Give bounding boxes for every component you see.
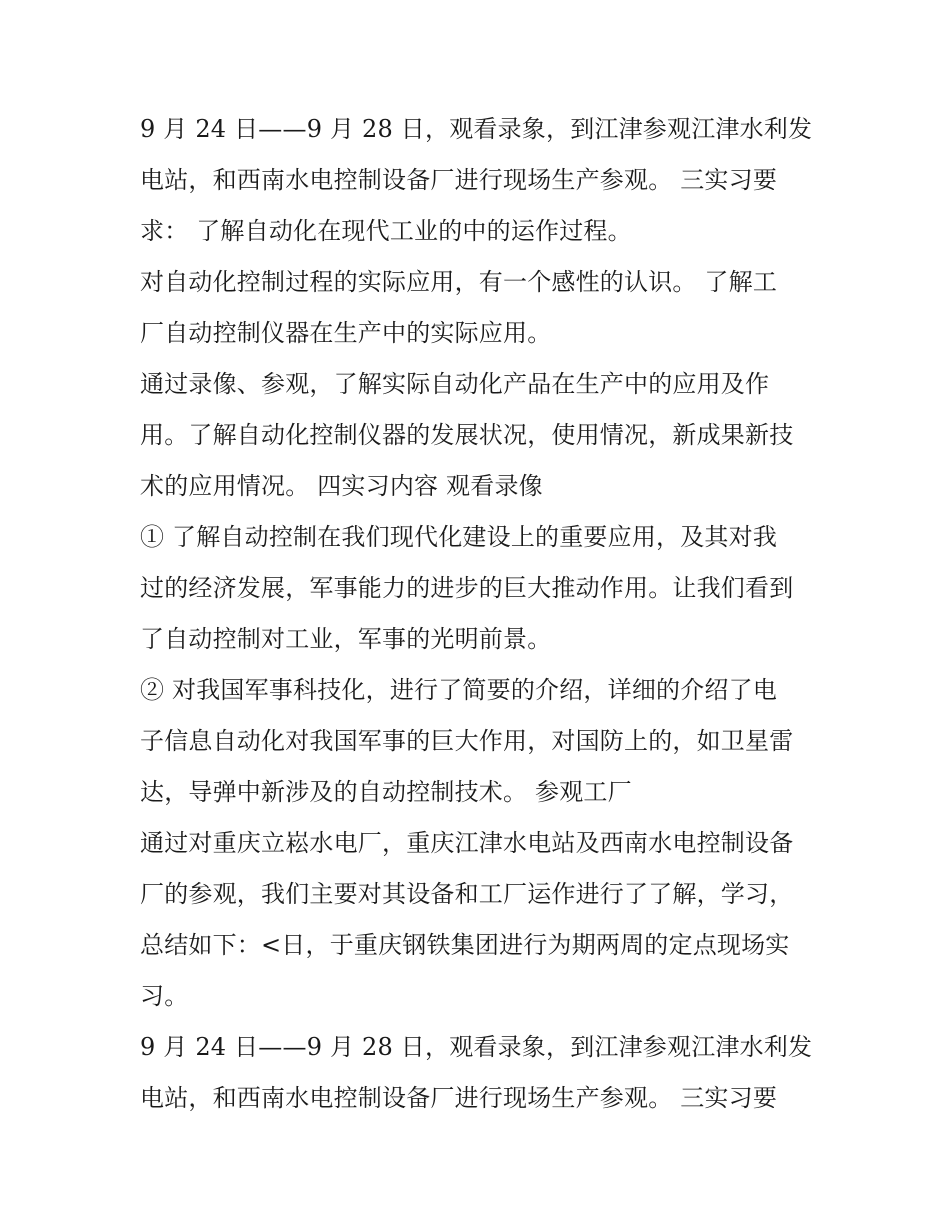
text-line: 达，导弹中新涉及的自动控制技术。 参观工厂 (140, 778, 632, 806)
text-line: 了自动控制对工业，军事的光明前景。 (140, 625, 552, 653)
paragraph-3 (140, 359, 820, 512)
text-line: 厂自动控制仪器在生产中的实际应用。 (140, 319, 552, 347)
text-line: ① 了解自动控制在我们现代化建设上的重要应用，及其对我 (140, 523, 778, 551)
text-line: 9 月 24 日——9 月 28 日，观看录象，到江津参观江津水利发 (140, 1033, 813, 1061)
document-body (140, 104, 820, 1124)
text-line: 电站，和西南水电控制设备厂进行现场生产参观。 三实习要 (140, 166, 778, 194)
text-line: 通过对重庆立崧水电厂，重庆江津水电站及西南水电控制设备 (140, 829, 794, 857)
paragraph-2 (140, 257, 820, 359)
text-line: 子信息自动化对我国军事的巨大作用，对国防上的，如卫星雷 (140, 727, 794, 755)
text-line: 求： 了解自动化在现代工业的中的运作过程。 (140, 217, 632, 245)
text-line: ② 对我国军事科技化，进行了简要的介绍，详细的介绍了电 (140, 676, 778, 704)
text-line: 术的应用情况。 四实习内容 观看录像 (140, 472, 543, 500)
text-line: 电站，和西南水电控制设备厂进行现场生产参观。 三实习要 (140, 1084, 778, 1112)
paragraph-1 (140, 104, 820, 257)
paragraph-6 (140, 818, 820, 1022)
paragraph-7 (140, 1022, 820, 1124)
text-line: 通过录像、参观，了解实际自动化产品在生产中的应用及作 (140, 370, 770, 398)
text-line: 9 月 24 日——9 月 28 日，观看录象，到江津参观江津水利发 (140, 115, 813, 143)
text-line: 习。 (140, 982, 189, 1010)
paragraph-5 (140, 665, 820, 818)
text-line: 总结如下：<日，于重庆钢铁集团进行为期两周的定点现场实 (140, 931, 790, 959)
text-line: 用。了解自动化控制仪器的发展状况，使用情况，新成果新技 (140, 421, 794, 449)
text-line: 对自动化控制过程的实际应用，有一个感性的认识。 了解工 (140, 268, 778, 296)
text-line: 厂的参观，我们主要对其设备和工厂运作进行了了解，学习， (140, 880, 794, 908)
text-line: 过的经济发展，军事能力的进步的巨大推动作用。让我们看到 (140, 574, 794, 602)
paragraph-4 (140, 512, 820, 665)
